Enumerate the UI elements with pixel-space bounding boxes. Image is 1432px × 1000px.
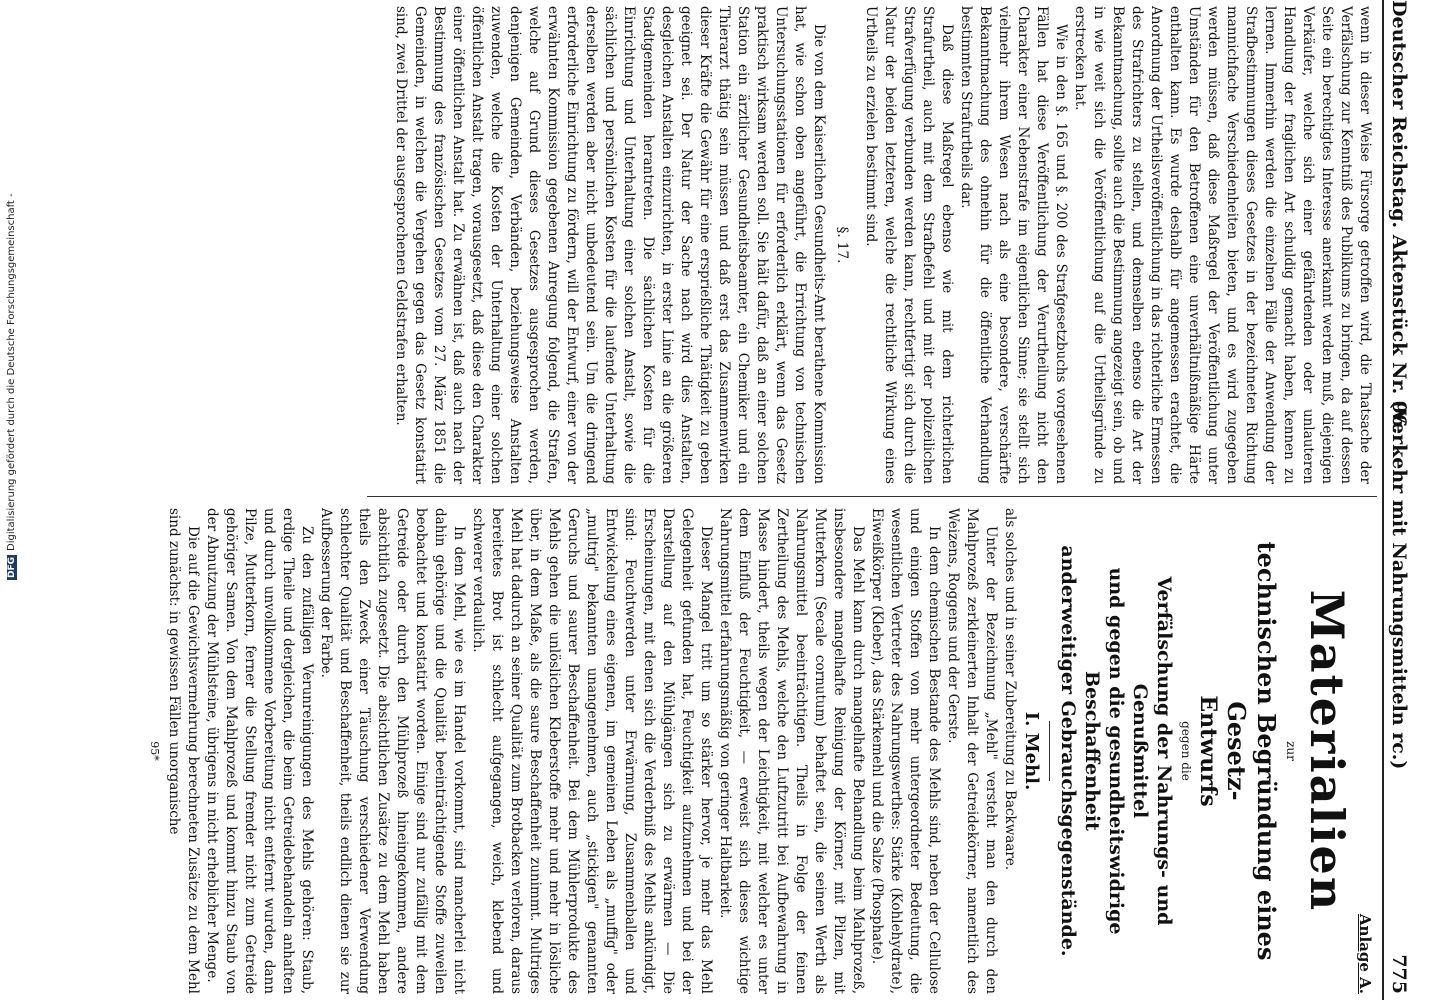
right-paragraph: Die auf die Gewichtsvermehrung berechneten Zusätze zu dem Mehl sind zunächst: in gewissen Fällen unorganische [166,508,201,994]
header-subject: (Verkehr mit Nahrungsmitteln rc.) [1388,400,1410,770]
right-paragraph: als solches und in seiner Zubereitung zu Backwaare. [1002,508,1018,871]
credit-text: Digitalisierung gefördert durch die Deutsche Forschungsgemeinschaft - [6,193,17,551]
left-column [391,6,1374,484]
title-rule [1049,721,1050,781]
header-title: Deutscher Reichstag. Aktenstück Nr. 96. [1388,0,1410,434]
left-paragraph: Die von dem Kaiserlichen Gesundheits-Amt berathene Kommission hat, wie schon oben angeführt, die Errichtung von technischen Untersuchungsstationen für erforderlich erklärt, wenn das Gesetz praktisch wirksam werden soll. Sie hält dafür, daß an einer solchen Station ein ärztlicher Gesundheitsbeamter, ein Chemiker und ein Thierarzt thätig sein müssen und daß erst das Zusammenwirken dieser Kräfte die Gewähr für eine ersprießliche Thätigkeit zu geben geeignet sei. Der Natur der Sache nach wird dies Anstalten, desgleichen Anstalten einzurichten, in erster Linie an die größeren Stadtgemeinden herantreten. Die sächlichen Kosten für die Einrichtung und Unterhaltung einer solchen Anstalt, sowie die sächlichen und persönlichen Kosten für die laufende Unterhaltung derselben werden aber nicht unbedeutend sein. Um die dringend erforderliche Einrichtung zu fördern, will der Entwurf, einer von der erwähnten Kommission gegebenen Anregung folgend, die Strafen, welche auf Grund dieses Gesetzes ausgesprochen werden, denjenigen Gemeinden, Verbänden, beziehungsweise Anstalten zuwenden, welche die Kosten der Unterhaltung einer solchen öffentlichen Anstalt tragen, vorausgesetzt, daß diese den Charakter einer öffentlichen Anstalt hat. Zu erwähnen ist, daß auch nach der Bestimmung des französischen Gesetzes vom 27. März 1851 die Gemeinden, in welchen die Vergehen gegen das Gesetz konstatirt sind, zwei Drittel der ausgesprochenen Geldstrafen erhalten. [393,6,827,484]
right-paragraph: Das Mehl kann durch mangelhafte Behandlung beim Mahlprozeß, insbesondere mangelhafte Reinigung der Körner, mit Pilzen, mit Mutterkorn (Secale cornutum) behaftet sein, die seinen Werth als Nahrungsmittel beeinträchtigen. Theils in Folge der feinen Zertheilung des Mehls, welche den Luftzutritt bei Aufbewahrung in Masse hindert, theils wegen der Leichtigkeit, mit welcher es unter dem Einfluß der Feuchtigkeit, — erweist sich dieses wichtige Nahrungsmittel erfahrungsmäßig von geringer Haltbarkeit. [717,508,866,994]
subtitle-line: anderweitiger Gebrauchsgegenstände. [1057,545,1079,957]
right-paragraph: In dem chemischen Bestande des Mehls sind, neben der Cellulose und einigen Stoffen von mehr untergeordneter Bedeutung, die wesentlichen Vertreter des Nahrungswerthes: Stärke (Kohlehydrate), Eiweißkörper (Kleber), das Stärkemehl und die Salze (Phosphate). [869,508,942,994]
left-paragraph: wenn in dieser Weise Fürsorge getroffen wird, die Thatsache der Verfälschung zur Kenntniß des Publikums zu bringen, da auf dessen Seite ein berechtigtes Interesse anerkannt werden muß, diejenigen Verkäufer, welche sich einer gefährdenden oder unlauteren Handlung der fraglichen Art schuldig gemacht haben, kennen zu lernen. Immerhin werden die einzelnen Fälle der Anwendung der Strafbestimmungen dieses Gesetzes in der bezeichneten Richtung mannichfache Verschiedenheiten bieten, und es wird zugegeben werden müssen, daß diese Maßregel der Veröffentlichung unter Umständen für den Betroffenen eine unverhältnißmäßige Härte enthalten kann. Es wurde deshalb für angemessen erachtet, die Anordnung der Urtheilsveröffentlichung in das richterliche Ermessen des Strafrichters zu stellen, und demselben ebenso die Art der Bekanntmachung, sollte auch die Bestimmung angezeigt sein, ob und in wie weit sich die Veröffentlichung auf die Urtheilsgründe zu erstrecken hat. [1072,6,1373,484]
right-column [145,508,1374,994]
page-number: 775 [1388,954,1410,994]
subtitle-line: technischen Begründung eines Gesetz- [1222,541,1281,961]
section-heading-17: §. 17. [834,226,850,264]
right-paragraph: In dem Mehl, wie es im Handel vorkommt, sind mancherlei nicht dahin gehörige und die Qualität beeinträchtigende Stoffe zuweilen beobachtet und konstatirt worden. Einige sind nur zufällig mit dem Getreide oder durch den Mühlprozeß hineingekommen, andere absichtlich zugesetzt. Die absichtlichen Zusätze zu dem Mehl haben theils den Zweck einer Täuschung verschiedener Verwendung schlechter Qualität und Beschaffenheit, theils endlich dienen sie zur Aufbesserung der Farbe. [318,508,467,994]
subtitle-line: und gegen die gesundheitswidrige Beschaffenheit [1081,567,1127,935]
title-zur: zur [1284,741,1298,761]
dfg-logo: DFG [7,556,17,578]
column-divider [367,496,1377,497]
left-paragraph: Daß diese Maßregel ebenso wie mit dem richterlichen Strafurtheil, auch mit dem Strafbefehl und mit der polizeilichen Strafverfügung verbunden werden kann, rechtfertigt sich durch die Natur der beiden letzteren, welche die rechtliche Wirkung eines Urtheils zu erzielen bestimmt sind. [863,6,955,484]
title-gegen: gegen die [1179,721,1193,781]
subtitle-line: Entwurfs [1195,695,1221,807]
doc-title: Materialien [1300,589,1354,913]
subtitle-line: Verfälschung der Nahrungs- und Genußmittel [1129,576,1175,926]
right-paragraph: Unter der Bezeichnung „Mehl" versteht man den durch den Mahlprozeß zerkleinerten Inhalt der Getreidekörner, namentlich des Weizens, Roggens und der Gerste. [945,508,999,994]
header-rule [1382,0,1384,1000]
signature-mark: 95* [148,741,161,761]
section-heading-mehl: I. Mehl. [1021,711,1042,791]
right-paragraph: Zu den zufälligen Verunreinigungen des Mehls gehören: Staub, erdige Theile und dergleichen, die beim Getreidebehandeln anhaften und durch unvollkommene Vorbereitung nicht entfernt wurden, dann Pilze, Mutterkorn, ferner die Stellung fremder nicht zum Getreide gehöriger Samen. Von dem Mahlprozeß und kommt hinzu Staub von der Abnutzung der Mühlsteine, übrigens in nicht erheblicher Menge. [204,508,315,994]
anlage-label: Anlage A. [1356,913,1374,994]
left-paragraph: Wie in den §. 165 und §. 200 des Strafgesetzbuchs vorgesehenen Fällen hat diese Veröffentlichung der Verurtheilung nicht den Charakter einer Nebenstrafe im eigentlichen Sinne; sie stellt sich vielmehr ihrem Wesen nach als eine besondere, verschärfte Bekanntmachung des ohnehin für die öffentliche Verhandlung bestimmten Strafurtheils dar. [958,6,1069,484]
right-paragraph: Dieser Mangel tritt um so stärker hervor, je mehr das Mehl Gelegenheit gefunden hat, Feuchtigkeit aufzunehmen und bei der Darstellung auf den Mühlgängen sich zu erwärmen — Die Erscheinungen, mit denen sich die Verderbniß des Mehls ankündigt, sind: Feuchtwerden unter Erwärmung, Zusammenballen und Entwickelung eines eigenen, im gemeinen Leben als „muffig" oder „multrig" bekannten unangenehmen, auch „stickigen" genannten Geruchs und saurer Beschaffenheit. Bei dem Mühlerprodukte des Mehls gehen die unlöslichen Kleberstoffe mehr und mehr in lösliche über, in dem Maße, als die saure Beschaffenheit zunimmt. Multriges Mehl hat dadurch an seiner Qualität zum Brotbacken verloren, daraus bereitetes Brot ist schlecht aufgegangen, weich, klebend und schwerer verdaulich. [470,508,714,994]
